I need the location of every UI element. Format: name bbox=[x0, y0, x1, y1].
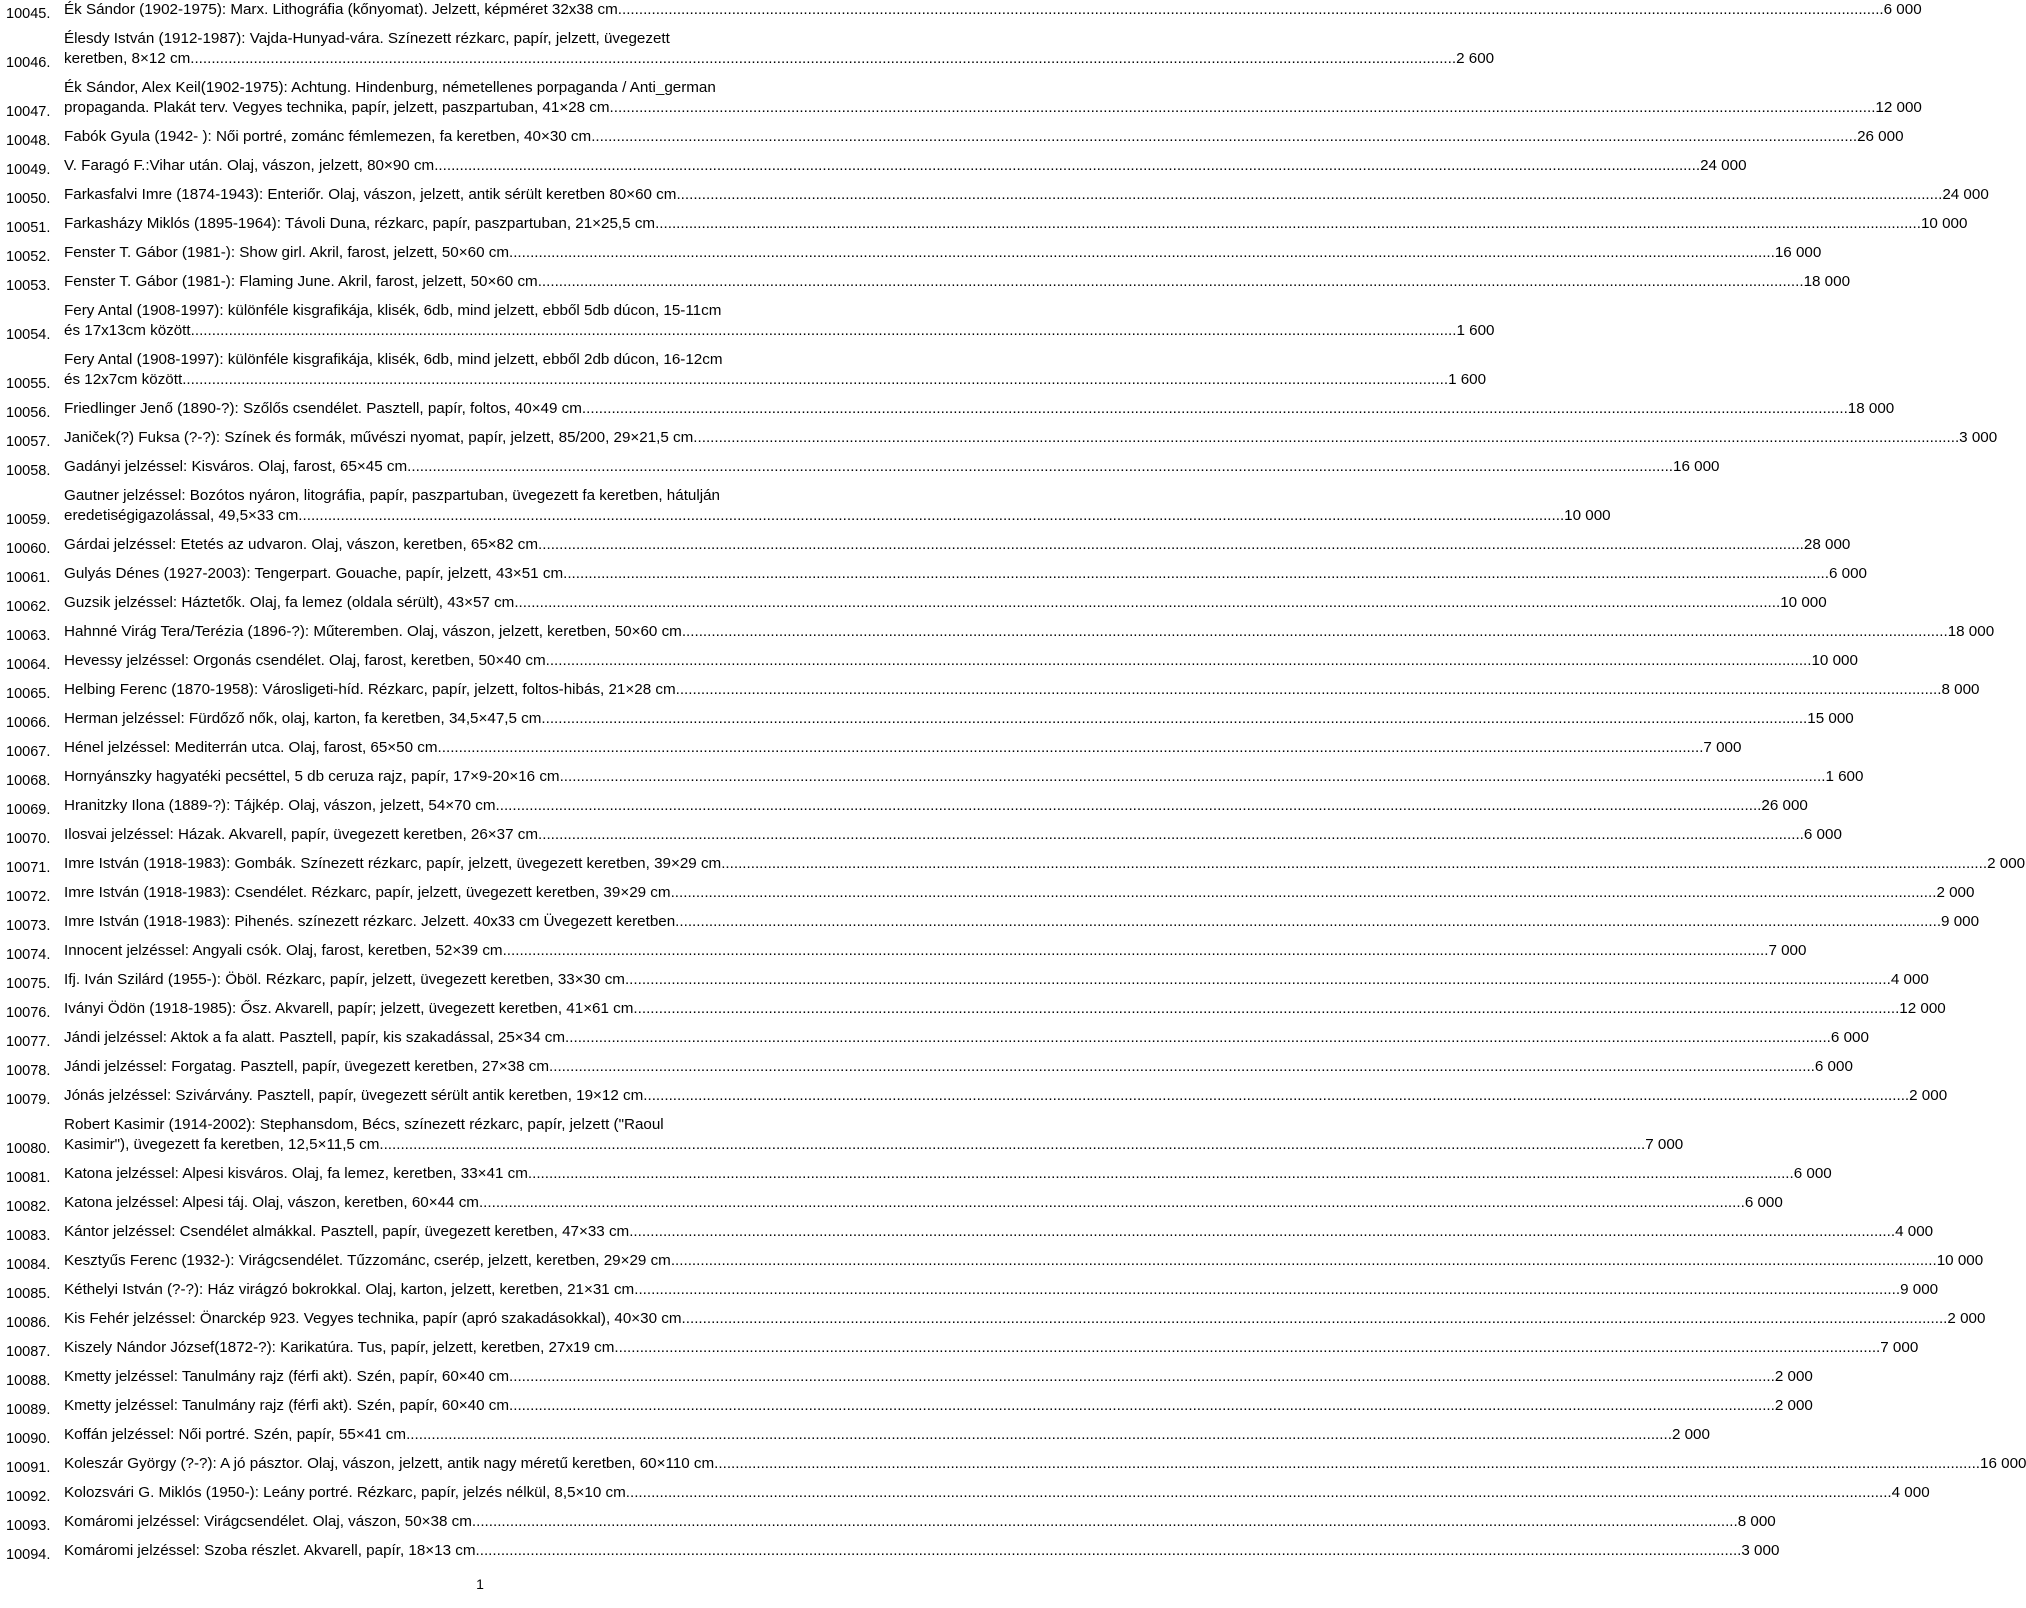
lot-description-text: propaganda. Plakát terv. Vegyes technika, papír, jelzett, paszpartuban, 41×28 cm bbox=[64, 99, 610, 116]
lot-price: 18 000 bbox=[1847, 400, 1895, 417]
lot-price: 12 000 bbox=[1899, 1000, 1946, 1017]
lot-description-line bbox=[64, 796, 1808, 816]
lot-price: 18 000 bbox=[1947, 623, 1995, 640]
lot-description-line bbox=[64, 593, 1827, 613]
lot-description-text: Imre István (1918-1983): Gombák. Színezett rézkarc, papír, jelzett, üvegezett keretben, 39×29 cm bbox=[64, 855, 722, 872]
lot-description-line bbox=[64, 912, 1980, 932]
lot-description-line bbox=[64, 1193, 1783, 1213]
lot-number: 10076. bbox=[6, 1005, 51, 1021]
dot-leader: ............................................................................................................................................................................................................................................................................................................ bbox=[379, 1136, 1646, 1153]
dot-leader: ............................................................................................................................................................................................................................................................................................................ bbox=[591, 128, 1858, 145]
lot-description-text: Fabók Gyula (1942- ): Női portré, zománc fémlemezen, fa keretben, 40×30 cm bbox=[64, 128, 592, 145]
lot-price: 10 000 bbox=[1920, 215, 1968, 232]
dot-leader: ............................................................................................................................................................................................................................................................................................................ bbox=[617, 1, 1884, 18]
lot-description-text: Imre István (1918-1983): Csendélet. Rézkarc, papír, jelzett, üvegezett keretben, 39×29 cm bbox=[64, 884, 671, 901]
lot-description-line bbox=[64, 1222, 1934, 1242]
dot-leader: ............................................................................................................................................................................................................................................................................................................ bbox=[655, 215, 1921, 232]
lot-number: 10077. bbox=[6, 1034, 51, 1050]
lot-description-text: Gulyás Dénes (1927-2003): Tengerpart. Gouache, papír, jelzett, 43×51 cm bbox=[64, 565, 564, 582]
lot-description-text: Kasimir"), üvegezett fa keretben, 12,5×11,5 cm bbox=[64, 1136, 380, 1153]
dot-leader: ............................................................................................................................................................................................................................................................................................................ bbox=[406, 1426, 1672, 1443]
lot-description-text: Fenster T. Gábor (1981-): Flaming June. Akril, farost, jelzett, 50×60 cm bbox=[64, 273, 538, 290]
lot-number: 10071. bbox=[6, 860, 51, 876]
lot-description-text: Guzsik jelzéssel: Háztetők. Olaj, fa lemez (oldala sérült), 43×57 cm bbox=[64, 594, 515, 611]
lot-number: 10069. bbox=[6, 802, 51, 818]
lot-number: 10054. bbox=[6, 327, 51, 343]
lot-description-text: Komáromi jelzéssel: Szoba részlet. Akvarell, papír, 18×13 cm bbox=[64, 1542, 476, 1559]
lot-description-line bbox=[64, 399, 1895, 419]
lot-description-line bbox=[64, 1280, 1939, 1300]
lot-description-line bbox=[64, 651, 1858, 671]
lot-number: 10083. bbox=[6, 1228, 51, 1244]
lot-description-text: Fery Antal (1908-1997): különféle kisgrafikája, klisék, 6db, mind jelzett, ebből 2db dúcon, 16-12cm bbox=[64, 351, 723, 368]
lot-description-line bbox=[64, 321, 1495, 341]
lot-number: 10092. bbox=[6, 1489, 51, 1505]
lot-description-line bbox=[64, 0, 1922, 20]
lot-description-line bbox=[64, 1115, 940, 1135]
lot-description-line bbox=[64, 1483, 1930, 1503]
lot-description-text: Kis Fehér jelzéssel: Önarckép 923. Vegyes technika, papír (apró szakadásokkal), 40×30 cm bbox=[64, 1310, 682, 1327]
lot-description-text: Ilosvai jelzéssel: Házak. Akvarell, papír, üvegezett keretben, 26×37 cm bbox=[64, 826, 539, 843]
lot-description-line bbox=[64, 156, 1747, 176]
lot-price: 12 000 bbox=[1875, 99, 1922, 116]
lot-description-line bbox=[64, 98, 1922, 118]
dot-leader: ............................................................................................................................................................................................................................................................................................................ bbox=[634, 1281, 1901, 1298]
lot-description-text: és 12x7cm között bbox=[64, 371, 183, 388]
lot-description-line bbox=[64, 457, 1720, 477]
lot-description-line bbox=[64, 486, 940, 506]
dot-leader: ............................................................................................................................................................................................................................................................................................................ bbox=[565, 1029, 1831, 1046]
lot-description-line bbox=[64, 301, 940, 321]
lot-price: 2 000 bbox=[1774, 1368, 1813, 1385]
lot-price: 2 000 bbox=[1774, 1397, 1813, 1414]
dot-leader: ............................................................................................................................................................................................................................................................................................................ bbox=[629, 1223, 1896, 1240]
lot-number: 10056. bbox=[6, 405, 51, 421]
dot-leader: ............................................................................................................................................................................................................................................................................................................ bbox=[495, 797, 1762, 814]
dot-leader: ............................................................................................................................................................................................................................................................................................................ bbox=[541, 710, 1808, 727]
lot-number: 10084. bbox=[6, 1257, 51, 1273]
lot-description-text: Kéthelyi István (?-?): Ház virágzó bokrokkal. Olaj, karton, jelzett, keretben, 21×31 cm bbox=[64, 1281, 635, 1298]
dot-leader: ............................................................................................................................................................................................................................................................................................................ bbox=[721, 855, 1988, 872]
lot-description-text: Farkasfalvi Imre (1874-1943): Enteriőr. Olaj, vászon, jelzett, antik sérült keretben 80×60 cm bbox=[64, 186, 677, 203]
dot-leader: ............................................................................................................................................................................................................................................................................................................ bbox=[537, 273, 1804, 290]
lot-description-text: Farkasházy Miklós (1895-1964): Távoli Duna, rézkarc, papír, paszpartuban, 21×25,5 cm bbox=[64, 215, 656, 232]
lot-price: 1 600 bbox=[1456, 322, 1495, 339]
lot-description-line bbox=[64, 29, 940, 49]
lot-description-text: Hornyánszky hagyatéki pecséttel, 5 db ceruza rajz, papír, 17×9-20×16 cm bbox=[64, 768, 560, 785]
lot-number: 10072. bbox=[6, 889, 51, 905]
lot-number: 10067. bbox=[6, 744, 51, 760]
dot-leader: ............................................................................................................................................................................................................................................................................................................ bbox=[581, 400, 1848, 417]
lot-description-line bbox=[64, 767, 1864, 787]
lot-number: 10061. bbox=[6, 570, 51, 586]
lot-description-text: keretben, 8×12 cm bbox=[64, 50, 191, 67]
dot-leader: ............................................................................................................................................................................................................................................................................................................ bbox=[514, 594, 1781, 611]
lot-price: 16 000 bbox=[1673, 458, 1720, 475]
lot-description-line bbox=[64, 370, 1487, 390]
dot-leader: ............................................................................................................................................................................................................................................................................................................ bbox=[625, 1484, 1892, 1501]
lot-description-line bbox=[64, 1367, 1813, 1387]
lot-price: 16 000 bbox=[1774, 244, 1822, 261]
lot-description-line bbox=[64, 350, 940, 370]
lot-description-text: Jándi jelzéssel: Aktok a fa alatt. Pasztell, papír, kis szakadással, 25×34 cm bbox=[64, 1029, 566, 1046]
dot-leader: ............................................................................................................................................................................................................................................................................................................ bbox=[714, 1455, 1981, 1472]
lot-description-text: Koffán jelzéssel: Női portré. Szén, papír, 55×41 cm bbox=[64, 1426, 407, 1443]
lot-description-text: Katona jelzéssel: Alpesi táj. Olaj, vászon, keretben, 60×44 cm bbox=[64, 1194, 479, 1211]
dot-leader: ............................................................................................................................................................................................................................................................................................................ bbox=[437, 739, 1704, 756]
lot-description-line bbox=[64, 1057, 1853, 1077]
lot-description-text: Friedlinger Jenő (1890-?): Szőlős csendélet. Pasztell, papír, foltos, 40×49 cm bbox=[64, 400, 582, 417]
dot-leader: ............................................................................................................................................................................................................................................................................................................ bbox=[509, 1397, 1775, 1414]
lot-price: 10 000 bbox=[1780, 594, 1827, 611]
lot-number: 10047. bbox=[6, 104, 51, 120]
dot-leader: ............................................................................................................................................................................................................................................................................................................ bbox=[538, 826, 1804, 843]
lot-description-line bbox=[64, 214, 1968, 234]
lot-description-text: Fenster T. Gábor (1981-): Show girl. Akril, farost, jelzett, 50×60 cm bbox=[64, 244, 509, 261]
dot-leader: ............................................................................................................................................................................................................................................................................................................ bbox=[670, 884, 1937, 901]
lot-number: 10073. bbox=[6, 918, 51, 934]
dot-leader: ............................................................................................................................................................................................................................................................................................................ bbox=[182, 371, 1449, 388]
lot-number: 10048. bbox=[6, 133, 51, 149]
lot-price: 2 000 bbox=[1909, 1087, 1948, 1104]
lot-description-line bbox=[64, 185, 1989, 205]
dot-leader: ............................................................................................................................................................................................................................................................................................................ bbox=[676, 186, 1943, 203]
lot-price: 18 000 bbox=[1803, 273, 1851, 290]
lot-description-line bbox=[64, 999, 1946, 1019]
dot-leader: ............................................................................................................................................................................................................................................................................................................ bbox=[643, 1087, 1910, 1104]
lot-number: 10082. bbox=[6, 1199, 51, 1215]
lot-number: 10070. bbox=[6, 831, 51, 847]
lot-price: 1 600 bbox=[1448, 371, 1487, 388]
lot-description-text: Kmetty jelzéssel: Tanulmány rajz (férfi akt). Szén, papír, 60×40 cm bbox=[64, 1368, 509, 1385]
lot-description-line bbox=[64, 1454, 2026, 1474]
lot-number: 10086. bbox=[6, 1315, 51, 1331]
lot-price: 7 000 bbox=[1768, 942, 1807, 959]
dot-leader: ............................................................................................................................................................................................................................................................................................................ bbox=[509, 1368, 1775, 1385]
lot-price: 24 000 bbox=[1700, 157, 1747, 174]
lot-description-line bbox=[64, 622, 1995, 642]
lot-description-text: Robert Kasimir (1914-2002): Stephansdom, Bécs, színezett rézkarc, papír, jelzett ("Raoul bbox=[64, 1116, 664, 1133]
lot-description-line bbox=[64, 680, 1980, 700]
lot-number: 10066. bbox=[6, 715, 51, 731]
dot-leader: ............................................................................................................................................................................................................................................................................................................ bbox=[563, 565, 1829, 582]
lot-description-line bbox=[64, 1425, 1710, 1445]
lot-price: 2 000 bbox=[1936, 884, 1975, 901]
lot-description-line bbox=[64, 1028, 1869, 1048]
lot-description-text: és 17x13cm között bbox=[64, 322, 191, 339]
lot-number: 10060. bbox=[6, 541, 51, 557]
lot-description-text: Élesdy István (1912-1987): Vajda-Hunyad-vára. Színezett rézkarc, papír, jelzett, üvegezett bbox=[64, 30, 670, 47]
lot-number: 10088. bbox=[6, 1373, 51, 1389]
lot-description-line bbox=[64, 49, 1495, 69]
lot-price: 26 000 bbox=[1761, 797, 1808, 814]
lot-price: 1 600 bbox=[1825, 768, 1864, 785]
lot-description-line bbox=[64, 1086, 1948, 1106]
lot-description-line bbox=[64, 1251, 1984, 1271]
lot-number: 10055. bbox=[6, 376, 51, 392]
lot-description-line bbox=[64, 825, 1842, 845]
dot-leader: ............................................................................................................................................................................................................................................................................................................ bbox=[549, 1058, 1815, 1075]
dot-leader: ............................................................................................................................................................................................................................................................................................................ bbox=[527, 1165, 1794, 1182]
lot-description-line bbox=[64, 854, 2026, 874]
lot-description-line bbox=[64, 1396, 1813, 1416]
dot-leader: ............................................................................................................................................................................................................................................................................................................ bbox=[670, 1252, 1937, 1269]
lot-description-line bbox=[64, 1164, 1832, 1184]
lot-price: 4 000 bbox=[1895, 1223, 1934, 1240]
lot-number: 10085. bbox=[6, 1286, 51, 1302]
lot-description-text: Kolozsvári G. Miklós (1950-): Leány portré. Rézkarc, papír, jelzés nélkül, 8,5×10 cm bbox=[64, 1484, 626, 1501]
lot-price: 8 000 bbox=[1941, 681, 1980, 698]
lot-number: 10064. bbox=[6, 657, 51, 673]
dot-leader: ............................................................................................................................................................................................................................................................................................................ bbox=[434, 157, 1701, 174]
lot-price: 3 000 bbox=[1959, 429, 1998, 446]
lot-description-line bbox=[64, 1135, 1684, 1155]
lot-description-line bbox=[64, 1512, 1776, 1532]
lot-description-line bbox=[64, 506, 1611, 526]
lot-number: 10057. bbox=[6, 434, 51, 450]
lot-description-line bbox=[64, 1541, 1780, 1561]
lot-description-text: Herman jelzéssel: Fürdőző nők, olaj, karton, fa keretben, 34,5×47,5 cm bbox=[64, 710, 542, 727]
dot-leader: ............................................................................................................................................................................................................................................................................................................ bbox=[624, 971, 1891, 988]
lot-price: 4 000 bbox=[1891, 1484, 1930, 1501]
lot-price: 6 000 bbox=[1830, 1029, 1869, 1046]
lot-price: 28 000 bbox=[1803, 536, 1851, 553]
lot-description-text: Ék Sándor, Alex Keil(1902-1975): Achtung. Hindenburg, németellenes porpaganda / Anti_german bbox=[64, 79, 716, 96]
lot-number: 10081. bbox=[6, 1170, 51, 1186]
lot-description-line bbox=[64, 883, 1975, 903]
lot-price: 6 000 bbox=[1803, 826, 1842, 843]
lot-description-line bbox=[64, 709, 1854, 729]
page-number: 1 bbox=[476, 1576, 484, 1592]
lot-description-text: Kántor jelzéssel: Csendélet almákkal. Pasztell, papír, üvegezett keretben, 47×33 cm bbox=[64, 1223, 630, 1240]
lot-number: 10053. bbox=[6, 278, 51, 294]
lot-description-text: Ék Sándor (1902-1975): Marx. Lithográfia (kőnyomat). Jelzett, képméret 32x38 cm bbox=[64, 1, 618, 18]
lot-price: 2 000 bbox=[1947, 1310, 1986, 1327]
lot-description-text: Kesztyűs Ferenc (1932-): Virágcsendélet. Tűzzománc, cserép, jelzett, keretben, 29×29 cm bbox=[64, 1252, 671, 1269]
lot-description-text: Janiček(?) Fuksa (?-?): Színek és formák, művészi nyomat, papír, jelzett, 85/200, 29×21,5 cm bbox=[64, 429, 694, 446]
lot-price: 26 000 bbox=[1857, 128, 1904, 145]
lot-price: 2 000 bbox=[1987, 855, 2026, 872]
lot-price: 2 000 bbox=[1671, 1426, 1710, 1443]
lot-description-text: Gárdai jelzéssel: Etetés az udvaron. Olaj, vászon, keretben, 65×82 cm bbox=[64, 536, 539, 553]
lot-number: 10075. bbox=[6, 976, 51, 992]
lot-number: 10078. bbox=[6, 1063, 51, 1079]
lot-description-text: Hranitzky Ilona (1889-?): Tájkép. Olaj, vászon, jelzett, 54×70 cm bbox=[64, 797, 496, 814]
lot-description-text: Innocent jelzéssel: Angyali csók. Olaj, farost, keretben, 52×39 cm bbox=[64, 942, 503, 959]
dot-leader: ............................................................................................................................................................................................................................................................................................................ bbox=[298, 507, 1565, 524]
lot-number: 10062. bbox=[6, 599, 51, 615]
lot-price: 6 000 bbox=[1883, 1, 1922, 18]
lot-description-line bbox=[64, 1338, 1919, 1358]
lot-description-text: Hahnné Virág Tera/Terézia (1896-?): Műteremben. Olaj, vászon, jelzett, keretben, 50×60 cm bbox=[64, 623, 682, 640]
dot-leader: ............................................................................................................................................................................................................................................................................................................ bbox=[681, 1310, 1948, 1327]
lot-number: 10093. bbox=[6, 1518, 51, 1534]
lot-description-text: Hénel jelzéssel: Mediterrán utca. Olaj, farost, 65×50 cm bbox=[64, 739, 438, 756]
lot-description-line bbox=[64, 243, 1822, 263]
lot-description-text: Kiszely Nándor József(1872-?): Karikatúra. Tus, papír, jelzett, keretben, 27x19 cm bbox=[64, 1339, 615, 1356]
dot-leader: ............................................................................................................................................................................................................................................................................................................ bbox=[609, 99, 1876, 116]
dot-leader: ............................................................................................................................................................................................................................................................................................................ bbox=[559, 768, 1826, 785]
lot-number: 10050. bbox=[6, 191, 51, 207]
lot-price: 3 000 bbox=[1741, 1542, 1780, 1559]
lot-description-text: Komáromi jelzéssel: Virágcsendélet. Olaj, vászon, 50×38 cm bbox=[64, 1513, 472, 1530]
dot-leader: ............................................................................................................................................................................................................................................................................................................ bbox=[502, 942, 1769, 959]
lot-number: 10091. bbox=[6, 1460, 51, 1476]
lot-price: 10 000 bbox=[1936, 1252, 1984, 1269]
lot-description-line bbox=[64, 272, 1851, 292]
lot-number: 10065. bbox=[6, 686, 51, 702]
lot-number: 10045. bbox=[6, 6, 51, 22]
lot-price: 7 000 bbox=[1645, 1136, 1684, 1153]
dot-leader: ............................................................................................................................................................................................................................................................................................................ bbox=[407, 458, 1674, 475]
lot-description-text: Iványi Ödön (1918-1985): Ősz. Akvarell, papír; jelzett, üvegezett keretben, 41×61 cm bbox=[64, 1000, 634, 1017]
dot-leader: ............................................................................................................................................................................................................................................................................................................ bbox=[508, 244, 1775, 261]
lot-description-text: V. Faragó F.:Vihar után. Olaj, vászon, jelzett, 80×90 cm bbox=[64, 157, 435, 174]
lot-description-text: Koleszár György (?-?): A jó pásztor. Olaj, vászon, jelzett, antik nagy méretű keretben, 60×110 cm bbox=[64, 1455, 715, 1472]
lot-number: 10049. bbox=[6, 162, 51, 178]
dot-leader: ............................................................................................................................................................................................................................................................................................................ bbox=[538, 536, 1804, 553]
lot-price: 6 000 bbox=[1814, 1058, 1853, 1075]
lot-price: 9 000 bbox=[1941, 913, 1980, 930]
dot-leader: ............................................................................................................................................................................................................................................................................................................ bbox=[471, 1513, 1738, 1530]
lot-description-text: Helbing Ferenc (1870-1958): Városligeti-híd. Rézkarc, papír, jelzett, foltos-hibás, 21×28 cm bbox=[64, 681, 676, 698]
lot-description-text: Kmetty jelzéssel: Tanulmány rajz (férfi akt). Szén, papír, 60×40 cm bbox=[64, 1397, 509, 1414]
lot-number: 10068. bbox=[6, 773, 51, 789]
lot-description-text: Katona jelzéssel: Alpesi kisváros. Olaj, fa lemez, keretben, 33×41 cm bbox=[64, 1165, 528, 1182]
lot-number: 10051. bbox=[6, 220, 51, 236]
lot-number: 10090. bbox=[6, 1431, 51, 1447]
dot-leader: ............................................................................................................................................................................................................................................................................................................ bbox=[633, 1000, 1900, 1017]
lot-description-text: Jónás jelzéssel: Szivárvány. Pasztell, papír, üvegezett sérült antik keretben, 19×12 cm bbox=[64, 1087, 644, 1104]
lot-number: 10079. bbox=[6, 1092, 51, 1108]
lot-description-text: Gadányi jelzéssel: Kisváros. Olaj, farost, 65×45 cm bbox=[64, 458, 408, 475]
lot-price: 10 000 bbox=[1564, 507, 1611, 524]
dot-leader: ............................................................................................................................................................................................................................................................................................................ bbox=[681, 623, 1948, 640]
lot-number: 10087. bbox=[6, 1344, 51, 1360]
lot-price: 24 000 bbox=[1942, 186, 1989, 203]
lot-description-line bbox=[64, 970, 1929, 990]
lot-description-line bbox=[64, 428, 1998, 448]
lot-description-line bbox=[64, 127, 1904, 147]
dot-leader: ............................................................................................................................................................................................................................................................................................................ bbox=[190, 50, 1457, 67]
lot-price: 10 000 bbox=[1811, 652, 1858, 669]
lot-description-line bbox=[64, 564, 1867, 584]
dot-leader: ............................................................................................................................................................................................................................................................................................................ bbox=[675, 913, 1942, 930]
dot-leader: ............................................................................................................................................................................................................................................................................................................ bbox=[190, 322, 1457, 339]
dot-leader: ............................................................................................................................................................................................................................................................................................................ bbox=[475, 1542, 1742, 1559]
lot-price: 6 000 bbox=[1793, 1165, 1832, 1182]
lot-number: 10046. bbox=[6, 55, 51, 71]
lot-description-text: Ifj. Iván Szilárd (1955-): Öböl. Rézkarc, papír, jelzett, üvegezett keretben, 33×30 cm bbox=[64, 971, 625, 988]
lot-description-line bbox=[64, 1309, 1986, 1329]
lot-description-text: Gautner jelzéssel: Bozótos nyáron, litográfia, papír, paszpartuban, üvegezett fa keretben, hátulján bbox=[64, 487, 720, 504]
lot-number: 10063. bbox=[6, 628, 51, 644]
lot-number: 10058. bbox=[6, 463, 51, 479]
lot-description-line bbox=[64, 941, 1807, 961]
lot-number: 10089. bbox=[6, 1402, 51, 1418]
lot-number: 10074. bbox=[6, 947, 51, 963]
lot-price: 6 000 bbox=[1828, 565, 1867, 582]
dot-leader: ............................................................................................................................................................................................................................................................................................................ bbox=[614, 1339, 1881, 1356]
dot-leader: ............................................................................................................................................................................................................................................................................................................ bbox=[545, 652, 1812, 669]
lot-number: 10080. bbox=[6, 1141, 51, 1157]
lot-description-line bbox=[64, 535, 1851, 555]
lot-description-text: eredetiségigazolással, 49,5×33 cm bbox=[64, 507, 299, 524]
dot-leader: ............................................................................................................................................................................................................................................................................................................ bbox=[675, 681, 1942, 698]
lot-description-text: Fery Antal (1908-1997): különféle kisgrafikája, klisék, 6db, mind jelzett, ebből 5db dúcon, 15-11cm bbox=[64, 302, 722, 319]
lot-description-text: Imre István (1918-1983): Pihenés. színezett rézkarc. Jelzett. 40x33 cm Üvegezett keretben bbox=[64, 913, 676, 930]
dot-leader: ............................................................................................................................................................................................................................................................................................................ bbox=[478, 1194, 1745, 1211]
lot-number: 10059. bbox=[6, 512, 51, 528]
lot-description-line bbox=[64, 78, 940, 98]
lot-price: 7 000 bbox=[1703, 739, 1742, 756]
lot-price: 7 000 bbox=[1880, 1339, 1919, 1356]
lot-price: 8 000 bbox=[1737, 1513, 1776, 1530]
lot-number: 10094. bbox=[6, 1547, 51, 1563]
lot-description-text: Hevessy jelzéssel: Orgonás csendélet. Olaj, farost, keretben, 50×40 cm bbox=[64, 652, 546, 669]
lot-price: 2 600 bbox=[1456, 50, 1495, 67]
lot-description-line bbox=[64, 738, 1742, 758]
lot-description-text: Jándi jelzéssel: Forgatag. Pasztell, papír, üvegezett keretben, 27×38 cm bbox=[64, 1058, 550, 1075]
lot-price: 9 000 bbox=[1900, 1281, 1939, 1298]
lot-price: 16 000 bbox=[1980, 1455, 2026, 1472]
lot-price: 4 000 bbox=[1890, 971, 1929, 988]
lot-price: 6 000 bbox=[1744, 1194, 1783, 1211]
lot-number: 10052. bbox=[6, 249, 51, 265]
lot-price: 15 000 bbox=[1807, 710, 1854, 727]
dot-leader: ............................................................................................................................................................................................................................................................................................................ bbox=[693, 429, 1960, 446]
